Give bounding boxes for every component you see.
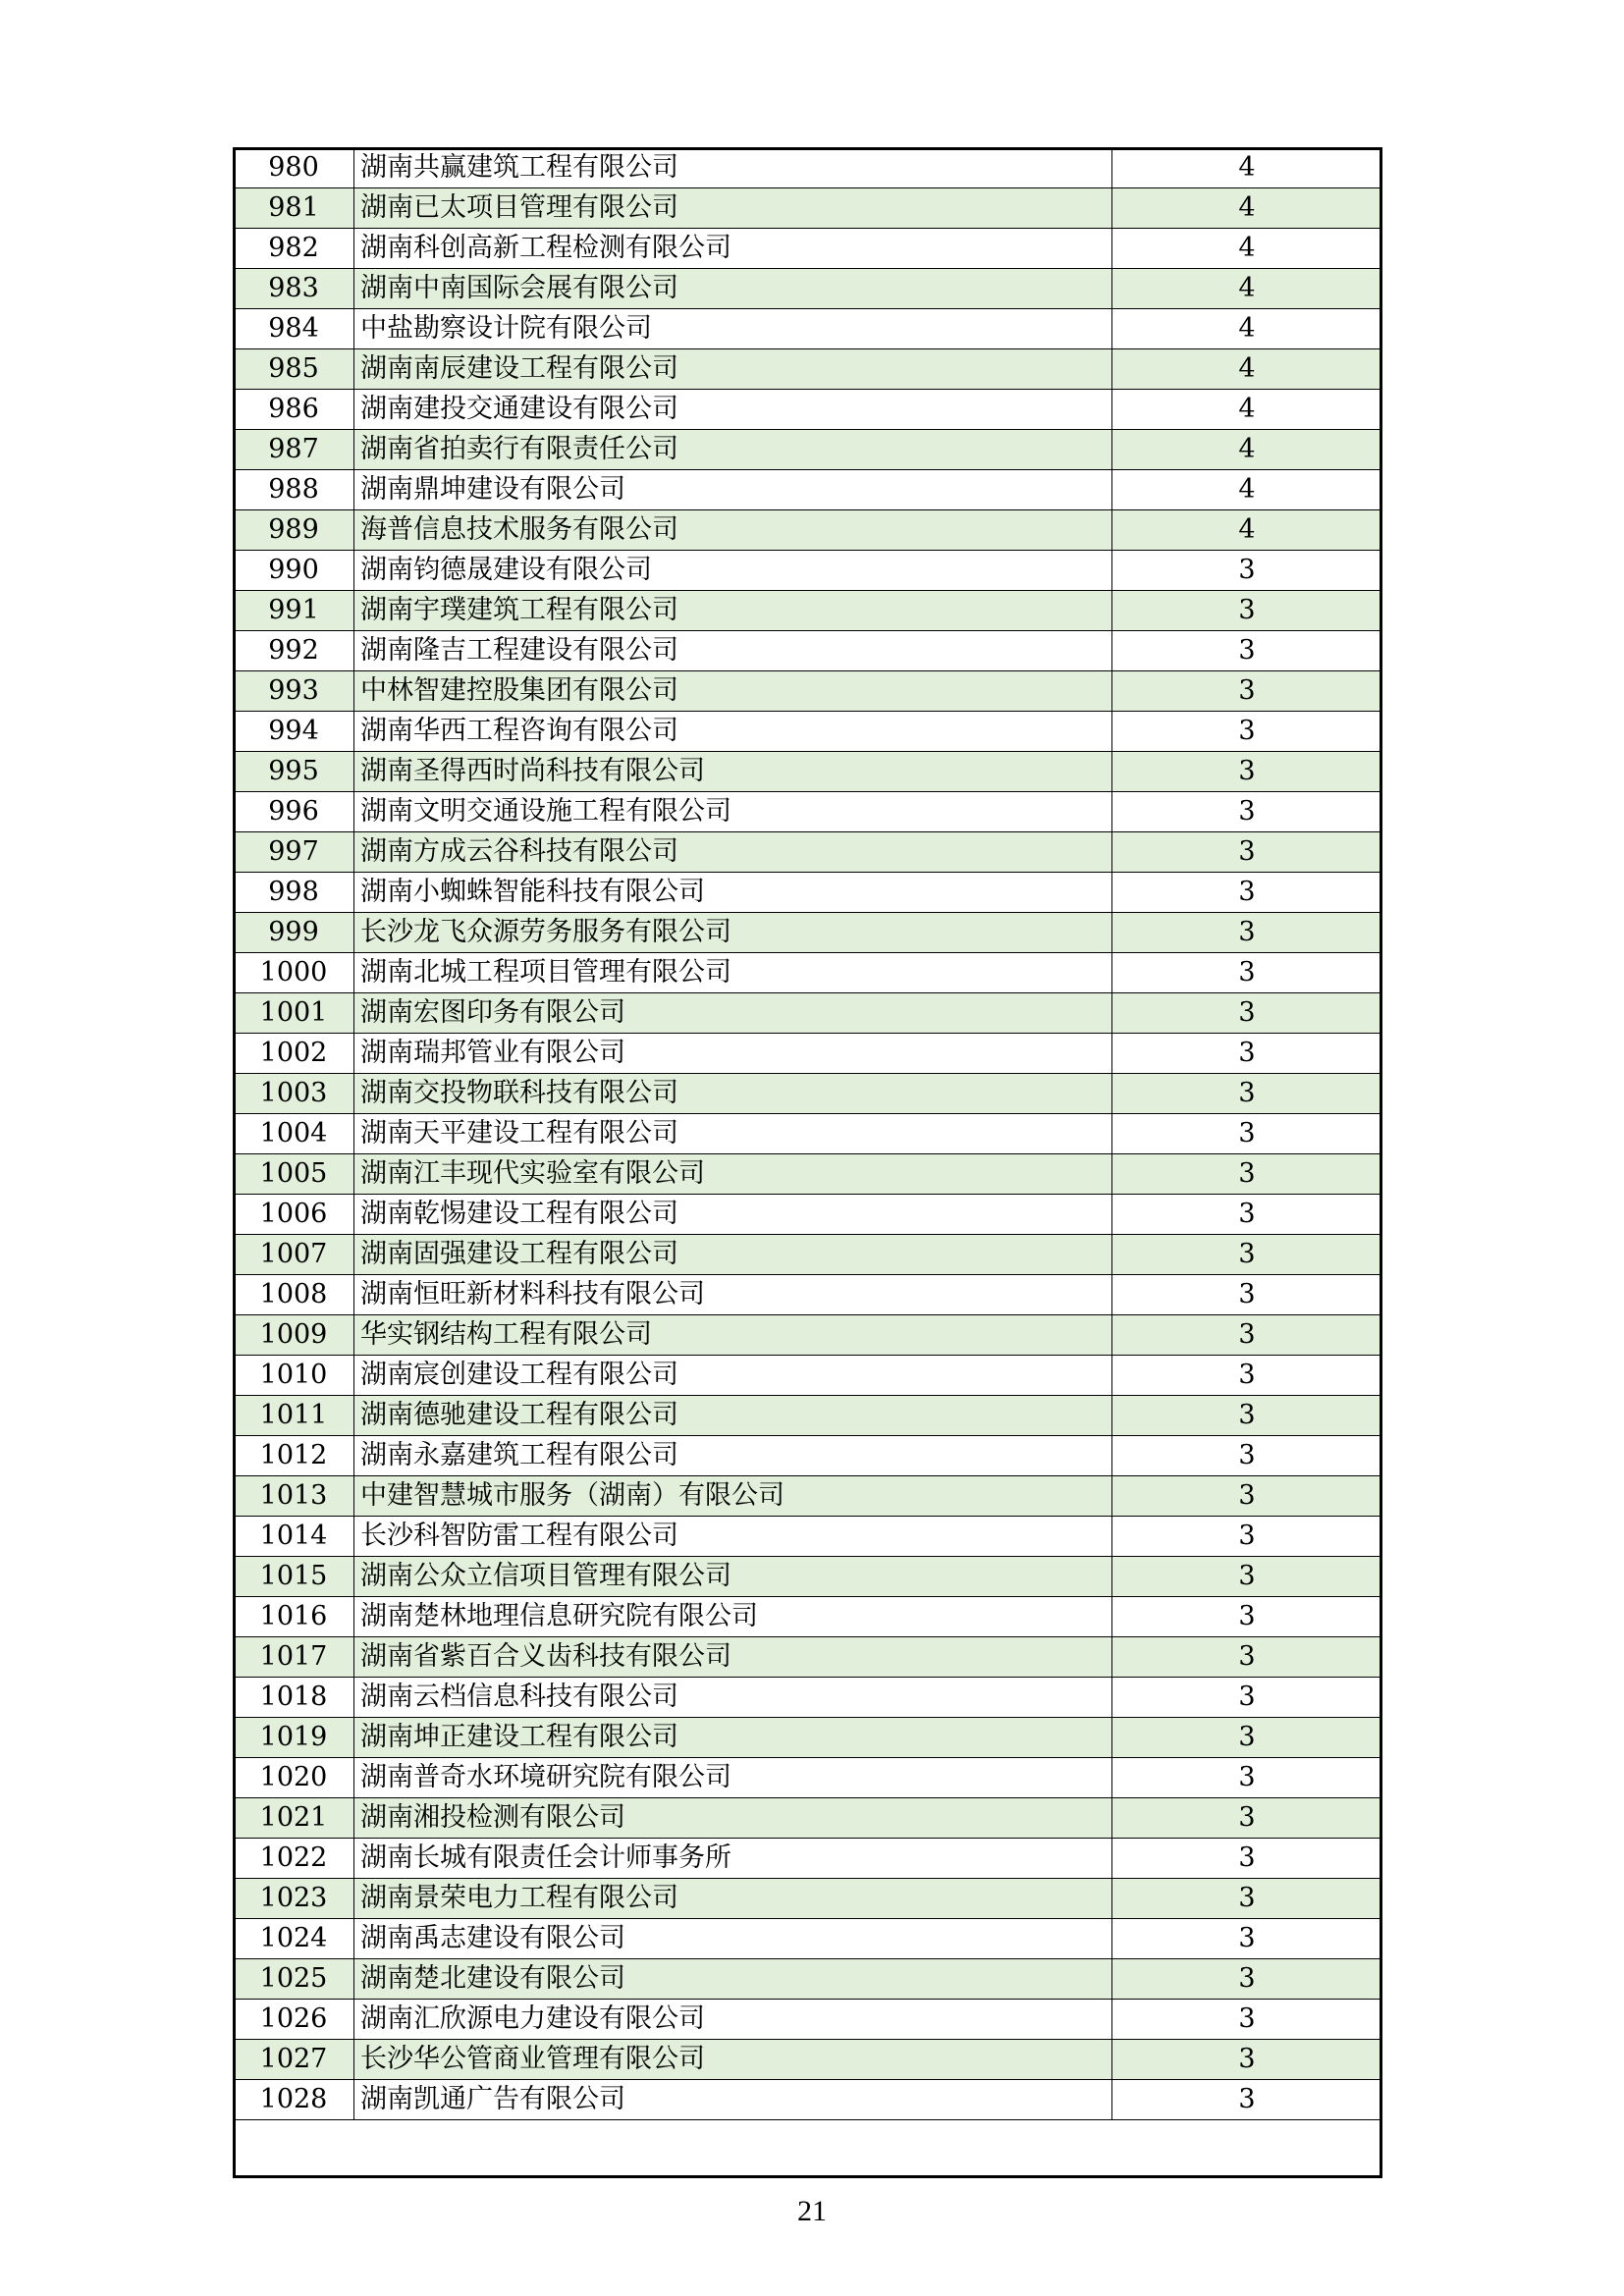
row-number: 984 <box>234 309 354 349</box>
count-value: 3 <box>1112 873 1382 913</box>
count-value: 3 <box>1112 631 1382 671</box>
row-number: 1004 <box>234 1114 354 1154</box>
company-name: 长沙龙飞众源劳务服务有限公司 <box>354 913 1112 953</box>
count-value: 3 <box>1112 1637 1382 1678</box>
count-value: 3 <box>1112 1315 1382 1356</box>
row-number: 1001 <box>234 993 354 1034</box>
count-value: 3 <box>1112 792 1382 832</box>
table-row <box>234 913 1382 953</box>
table-row <box>234 1919 1382 1959</box>
count-value: 3 <box>1112 832 1382 873</box>
company-name: 湖南已太项目管理有限公司 <box>354 188 1112 229</box>
row-number: 1027 <box>234 2040 354 2080</box>
company-name: 湖南楚北建设有限公司 <box>354 1959 1112 2000</box>
table-row <box>234 1074 1382 1114</box>
count-value: 4 <box>1112 510 1382 551</box>
table-row <box>234 1476 1382 1517</box>
company-name: 湖南德驰建设工程有限公司 <box>354 1396 1112 1436</box>
row-number: 1013 <box>234 1476 354 1517</box>
count-value: 3 <box>1112 1436 1382 1476</box>
row-number: 997 <box>234 832 354 873</box>
row-number: 1023 <box>234 1879 354 1919</box>
table-row <box>234 2040 1382 2080</box>
count-value: 3 <box>1112 671 1382 712</box>
company-name: 湖南云档信息科技有限公司 <box>354 1678 1112 1718</box>
count-value: 3 <box>1112 1959 1382 2000</box>
table-row <box>234 1396 1382 1436</box>
table-row <box>234 832 1382 873</box>
company-name: 湖南宏图印务有限公司 <box>354 993 1112 1034</box>
company-name: 湖南科创高新工程检测有限公司 <box>354 229 1112 269</box>
company-name: 长沙科智防雷工程有限公司 <box>354 1517 1112 1557</box>
row-number: 982 <box>234 229 354 269</box>
company-ranking-table <box>233 147 1382 2120</box>
count-value: 3 <box>1112 1396 1382 1436</box>
table-body <box>234 148 1382 2120</box>
company-name: 湖南共赢建筑工程有限公司 <box>354 148 1112 188</box>
row-number: 1024 <box>234 1919 354 1959</box>
count-value: 3 <box>1112 1839 1382 1879</box>
count-value: 3 <box>1112 1356 1382 1396</box>
company-name: 湖南景荣电力工程有限公司 <box>354 1879 1112 1919</box>
count-value: 3 <box>1112 1718 1382 1758</box>
row-number: 1028 <box>234 2080 354 2120</box>
row-number: 998 <box>234 873 354 913</box>
page-number: 21 <box>797 2195 827 2227</box>
company-name: 湖南乾惕建设工程有限公司 <box>354 1195 1112 1235</box>
company-name: 湖南省紫百合义齿科技有限公司 <box>354 1637 1112 1678</box>
table-row <box>234 349 1382 390</box>
row-number: 996 <box>234 792 354 832</box>
table-row <box>234 148 1382 188</box>
row-number: 1019 <box>234 1718 354 1758</box>
company-name: 湖南中南国际会展有限公司 <box>354 269 1112 309</box>
row-number: 1007 <box>234 1235 354 1275</box>
table-row <box>234 229 1382 269</box>
table-row <box>234 430 1382 470</box>
row-number: 1005 <box>234 1154 354 1195</box>
table-row <box>234 1436 1382 1476</box>
company-name: 湖南钧德晟建设有限公司 <box>354 551 1112 591</box>
row-number: 1011 <box>234 1396 354 1436</box>
count-value: 3 <box>1112 591 1382 631</box>
company-name: 湖南凯通广告有限公司 <box>354 2080 1112 2120</box>
row-number: 992 <box>234 631 354 671</box>
row-number: 981 <box>234 188 354 229</box>
row-number: 1002 <box>234 1034 354 1074</box>
table-row <box>234 1839 1382 1879</box>
row-number: 1014 <box>234 1517 354 1557</box>
company-name: 湖南天平建设工程有限公司 <box>354 1114 1112 1154</box>
count-value: 3 <box>1112 913 1382 953</box>
row-number: 1006 <box>234 1195 354 1235</box>
row-number: 1026 <box>234 2000 354 2040</box>
row-number: 994 <box>234 712 354 752</box>
table-row <box>234 1557 1382 1597</box>
row-number: 990 <box>234 551 354 591</box>
table-row <box>234 188 1382 229</box>
count-value: 4 <box>1112 148 1382 188</box>
table-row <box>234 1275 1382 1315</box>
table-row <box>234 1517 1382 1557</box>
table-row <box>234 390 1382 430</box>
company-name: 湖南湘投检测有限公司 <box>354 1798 1112 1839</box>
row-number: 989 <box>234 510 354 551</box>
company-name: 长沙华公管商业管理有限公司 <box>354 2040 1112 2080</box>
company-name: 湖南华西工程咨询有限公司 <box>354 712 1112 752</box>
table-row <box>234 2080 1382 2120</box>
company-name: 湖南鼎坤建设有限公司 <box>354 470 1112 510</box>
count-value: 3 <box>1112 1074 1382 1114</box>
row-number: 985 <box>234 349 354 390</box>
table-row <box>234 1034 1382 1074</box>
table-row <box>234 269 1382 309</box>
company-name: 湖南建投交通建设有限公司 <box>354 390 1112 430</box>
count-value: 3 <box>1112 993 1382 1034</box>
company-name: 海普信息技术服务有限公司 <box>354 510 1112 551</box>
company-name: 湖南坤正建设工程有限公司 <box>354 1718 1112 1758</box>
count-value: 4 <box>1112 430 1382 470</box>
count-value: 4 <box>1112 229 1382 269</box>
table-row <box>234 1678 1382 1718</box>
company-name: 湖南公众立信项目管理有限公司 <box>354 1557 1112 1597</box>
company-name: 湖南隆吉工程建设有限公司 <box>354 631 1112 671</box>
table-row <box>234 1356 1382 1396</box>
row-number: 1000 <box>234 953 354 993</box>
count-value: 3 <box>1112 1557 1382 1597</box>
table-row <box>234 309 1382 349</box>
table-row <box>234 792 1382 832</box>
table-row <box>234 1195 1382 1235</box>
company-name: 湖南北城工程项目管理有限公司 <box>354 953 1112 993</box>
table-row <box>234 1798 1382 1839</box>
count-value: 4 <box>1112 188 1382 229</box>
table-row <box>234 2000 1382 2040</box>
company-name: 湖南宸创建设工程有限公司 <box>354 1356 1112 1396</box>
company-name: 湖南楚林地理信息研究院有限公司 <box>354 1597 1112 1637</box>
company-name: 湖南恒旺新材料科技有限公司 <box>354 1275 1112 1315</box>
company-name: 湖南交投物联科技有限公司 <box>354 1074 1112 1114</box>
row-number: 1012 <box>234 1436 354 1476</box>
company-name: 湖南禹志建设有限公司 <box>354 1919 1112 1959</box>
company-name: 中林智建控股集团有限公司 <box>354 671 1112 712</box>
row-number: 1008 <box>234 1275 354 1315</box>
company-name: 湖南圣得西时尚科技有限公司 <box>354 752 1112 792</box>
count-value: 3 <box>1112 1758 1382 1798</box>
table-row <box>234 1597 1382 1637</box>
table-row <box>234 752 1382 792</box>
count-value: 3 <box>1112 2080 1382 2120</box>
table-row <box>234 510 1382 551</box>
row-number: 1009 <box>234 1315 354 1356</box>
table-row <box>234 591 1382 631</box>
count-value: 3 <box>1112 1195 1382 1235</box>
row-number: 999 <box>234 913 354 953</box>
company-name: 湖南瑞邦管业有限公司 <box>354 1034 1112 1074</box>
row-number: 983 <box>234 269 354 309</box>
count-value: 3 <box>1112 953 1382 993</box>
count-value: 3 <box>1112 551 1382 591</box>
count-value: 3 <box>1112 712 1382 752</box>
row-number: 987 <box>234 430 354 470</box>
count-value: 4 <box>1112 269 1382 309</box>
company-name: 中建智慧城市服务（湖南）有限公司 <box>354 1476 1112 1517</box>
company-name: 湖南长城有限责任会计师事务所 <box>354 1839 1112 1879</box>
company-name: 湖南永嘉建筑工程有限公司 <box>354 1436 1112 1476</box>
count-value: 3 <box>1112 1235 1382 1275</box>
table-row <box>234 873 1382 913</box>
count-value: 3 <box>1112 1678 1382 1718</box>
row-number: 1018 <box>234 1678 354 1718</box>
count-value: 3 <box>1112 752 1382 792</box>
table-row <box>234 1154 1382 1195</box>
count-value: 4 <box>1112 470 1382 510</box>
count-value: 3 <box>1112 1597 1382 1637</box>
count-value: 3 <box>1112 1517 1382 1557</box>
count-value: 3 <box>1112 1879 1382 1919</box>
table-row <box>234 1114 1382 1154</box>
table-row <box>234 1637 1382 1678</box>
count-value: 3 <box>1112 1154 1382 1195</box>
count-value: 3 <box>1112 1114 1382 1154</box>
row-number: 1016 <box>234 1597 354 1637</box>
row-number: 1022 <box>234 1839 354 1879</box>
row-number: 980 <box>234 148 354 188</box>
row-number: 991 <box>234 591 354 631</box>
count-value: 4 <box>1112 390 1382 430</box>
table-row <box>234 1718 1382 1758</box>
company-name: 湖南江丰现代实验室有限公司 <box>354 1154 1112 1195</box>
table-row <box>234 470 1382 510</box>
company-name: 湖南普奇水环境研究院有限公司 <box>354 1758 1112 1798</box>
row-number: 993 <box>234 671 354 712</box>
company-name: 湖南固强建设工程有限公司 <box>354 1235 1112 1275</box>
company-name: 湖南宇璞建筑工程有限公司 <box>354 591 1112 631</box>
row-number: 1020 <box>234 1758 354 1798</box>
table-row <box>234 993 1382 1034</box>
table-row <box>234 671 1382 712</box>
count-value: 4 <box>1112 349 1382 390</box>
row-number: 988 <box>234 470 354 510</box>
row-number: 1010 <box>234 1356 354 1396</box>
company-name: 湖南省拍卖行有限责任公司 <box>354 430 1112 470</box>
table-row <box>234 1879 1382 1919</box>
count-value: 3 <box>1112 2000 1382 2040</box>
company-name: 中盐勘察设计院有限公司 <box>354 309 1112 349</box>
row-number: 1015 <box>234 1557 354 1597</box>
row-number: 986 <box>234 390 354 430</box>
count-value: 3 <box>1112 2040 1382 2080</box>
row-number: 1021 <box>234 1798 354 1839</box>
company-name: 华实钢结构工程有限公司 <box>354 1315 1112 1356</box>
table-row <box>234 1959 1382 2000</box>
table-row <box>234 1315 1382 1356</box>
count-value: 3 <box>1112 1275 1382 1315</box>
count-value: 3 <box>1112 1034 1382 1074</box>
count-value: 4 <box>1112 309 1382 349</box>
row-number: 1017 <box>234 1637 354 1678</box>
table-row <box>234 953 1382 993</box>
table-row <box>234 1235 1382 1275</box>
company-name: 湖南汇欣源电力建设有限公司 <box>354 2000 1112 2040</box>
count-value: 3 <box>1112 1798 1382 1839</box>
table-row <box>234 1758 1382 1798</box>
count-value: 3 <box>1112 1476 1382 1517</box>
table-row <box>234 712 1382 752</box>
table-row <box>234 551 1382 591</box>
company-name: 湖南南辰建设工程有限公司 <box>354 349 1112 390</box>
row-number: 1025 <box>234 1959 354 2000</box>
row-number: 995 <box>234 752 354 792</box>
table-row <box>234 631 1382 671</box>
row-number: 1003 <box>234 1074 354 1114</box>
company-name: 湖南文明交通设施工程有限公司 <box>354 792 1112 832</box>
company-name: 湖南方成云谷科技有限公司 <box>354 832 1112 873</box>
count-value: 3 <box>1112 1919 1382 1959</box>
company-name: 湖南小蜘蛛智能科技有限公司 <box>354 873 1112 913</box>
